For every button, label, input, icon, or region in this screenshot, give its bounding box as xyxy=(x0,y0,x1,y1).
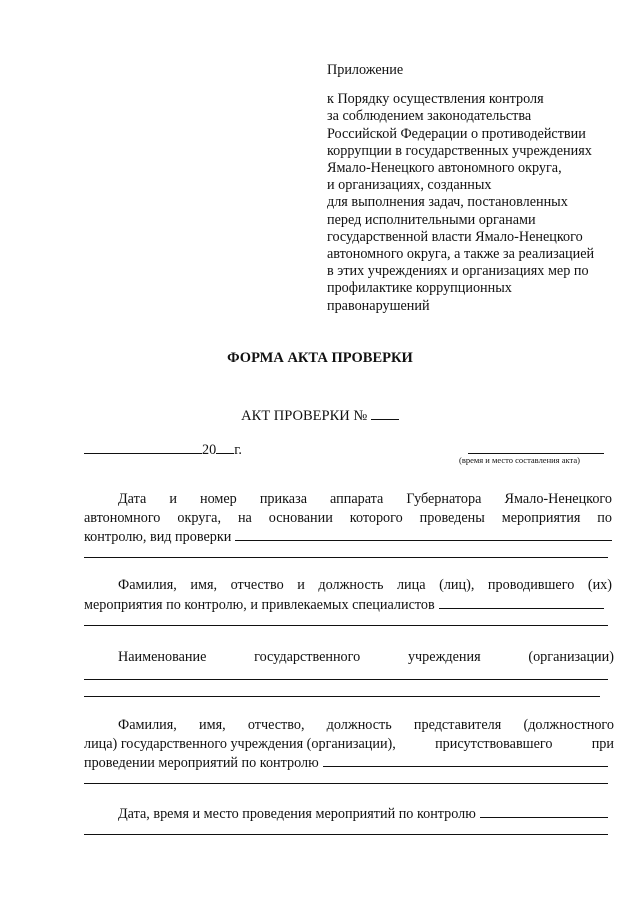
representative-line-2-row xyxy=(84,735,614,754)
date-blank[interactable] xyxy=(84,441,202,454)
appendix-line: государственной власти Ямало-Ненецкого xyxy=(327,228,583,245)
datetime-place-label: Дата, время и место проведения мероприятий по контролю xyxy=(118,806,476,822)
datetime-place-blank[interactable] xyxy=(480,804,608,818)
institution-line-2[interactable] xyxy=(84,696,600,697)
datetime-place-extra-line[interactable] xyxy=(84,834,608,835)
appendix-line: коррупции в государственных учреждениях xyxy=(327,142,592,159)
representative-line-2c: при xyxy=(591,735,614,752)
appendix-line: правонарушений xyxy=(327,297,430,314)
representative-line-2b: присутствовавшего xyxy=(435,735,553,752)
appendix-line: и организациях, созданных xyxy=(327,177,492,194)
inspector-blank[interactable] xyxy=(439,595,604,609)
representative-blank[interactable] xyxy=(323,753,608,767)
institution-word: Наименование xyxy=(118,649,207,665)
inspector-line-2: мероприятия по контролю, и привлекаемых специалистов xyxy=(84,596,435,613)
order-blank[interactable] xyxy=(235,527,612,541)
appendix-line: в этих учреждениях и организациях мер по xyxy=(327,263,589,280)
institution-word: государственного xyxy=(254,649,361,665)
institution-word: (организации) xyxy=(528,649,614,665)
inspector-line-2-row xyxy=(84,595,612,615)
year-suffix: г. xyxy=(234,442,242,458)
order-extra-line[interactable] xyxy=(84,557,608,558)
appendix-line: перед исполнительными органами xyxy=(327,211,536,228)
time-place-caption: (время и место составления акта) xyxy=(459,455,580,465)
institution-line xyxy=(84,648,614,667)
year-blank[interactable] xyxy=(216,441,234,454)
representative-line-3-row xyxy=(84,753,614,773)
year-prefix: 20 xyxy=(202,442,217,458)
institution-line-1[interactable] xyxy=(84,679,608,680)
representative-field xyxy=(84,716,614,773)
representative-line-1: Фамилия, имя, отчество, должность представителя (должностного xyxy=(118,717,614,733)
inspector-extra-line[interactable] xyxy=(84,625,608,626)
datetime-place-row xyxy=(84,804,612,824)
datetime-place-field xyxy=(84,804,612,824)
inspector-line-1: Фамилия, имя, отчество и должность лица (лиц), проводившего (их) xyxy=(118,577,612,593)
date-row xyxy=(84,441,242,459)
appendix-line: за соблюдением законодательства xyxy=(327,108,532,125)
appendix-line: Российской Федерации о противодействии xyxy=(327,125,586,142)
institution-field xyxy=(84,648,614,667)
act-number-blank[interactable] xyxy=(371,408,399,420)
act-title: АКТ ПРОВЕРКИ № xyxy=(241,408,368,424)
inspector-field xyxy=(84,576,612,614)
appendix-line: автономного округа, а также за реализацией xyxy=(327,246,595,263)
order-line-3-row xyxy=(84,527,612,547)
appendix-line: профилактике коррупционных xyxy=(327,280,512,297)
appendix-line: для выполнения задач, постановленных xyxy=(327,194,568,211)
representative-line-3: проведении мероприятий по контролю xyxy=(84,755,319,772)
institution-word: учреждения xyxy=(407,649,481,665)
form-title: ФОРМА АКТА ПРОВЕРКИ xyxy=(227,350,413,366)
act-title-row xyxy=(0,408,640,425)
time-place-blank[interactable] xyxy=(468,453,604,454)
order-line-3: контролю, вид проверки xyxy=(84,529,232,546)
representative-line-2a: лица) государственного учреждения (организации), xyxy=(84,735,396,752)
appendix-line: к Порядку осуществления контроля xyxy=(327,91,544,108)
appendix-line: Ямало-Ненецкого автономного округа, xyxy=(327,160,562,177)
appendix-heading: Приложение xyxy=(327,62,404,78)
order-line-2: автономного округа, на основании которого проведены мероприятия по xyxy=(84,509,612,526)
order-line-1: Дата и номер приказа аппарата Губернатора Ямало-Ненецкого xyxy=(118,491,612,507)
representative-extra-line[interactable] xyxy=(84,783,608,784)
order-field xyxy=(84,490,612,547)
appendix-block xyxy=(327,62,594,315)
